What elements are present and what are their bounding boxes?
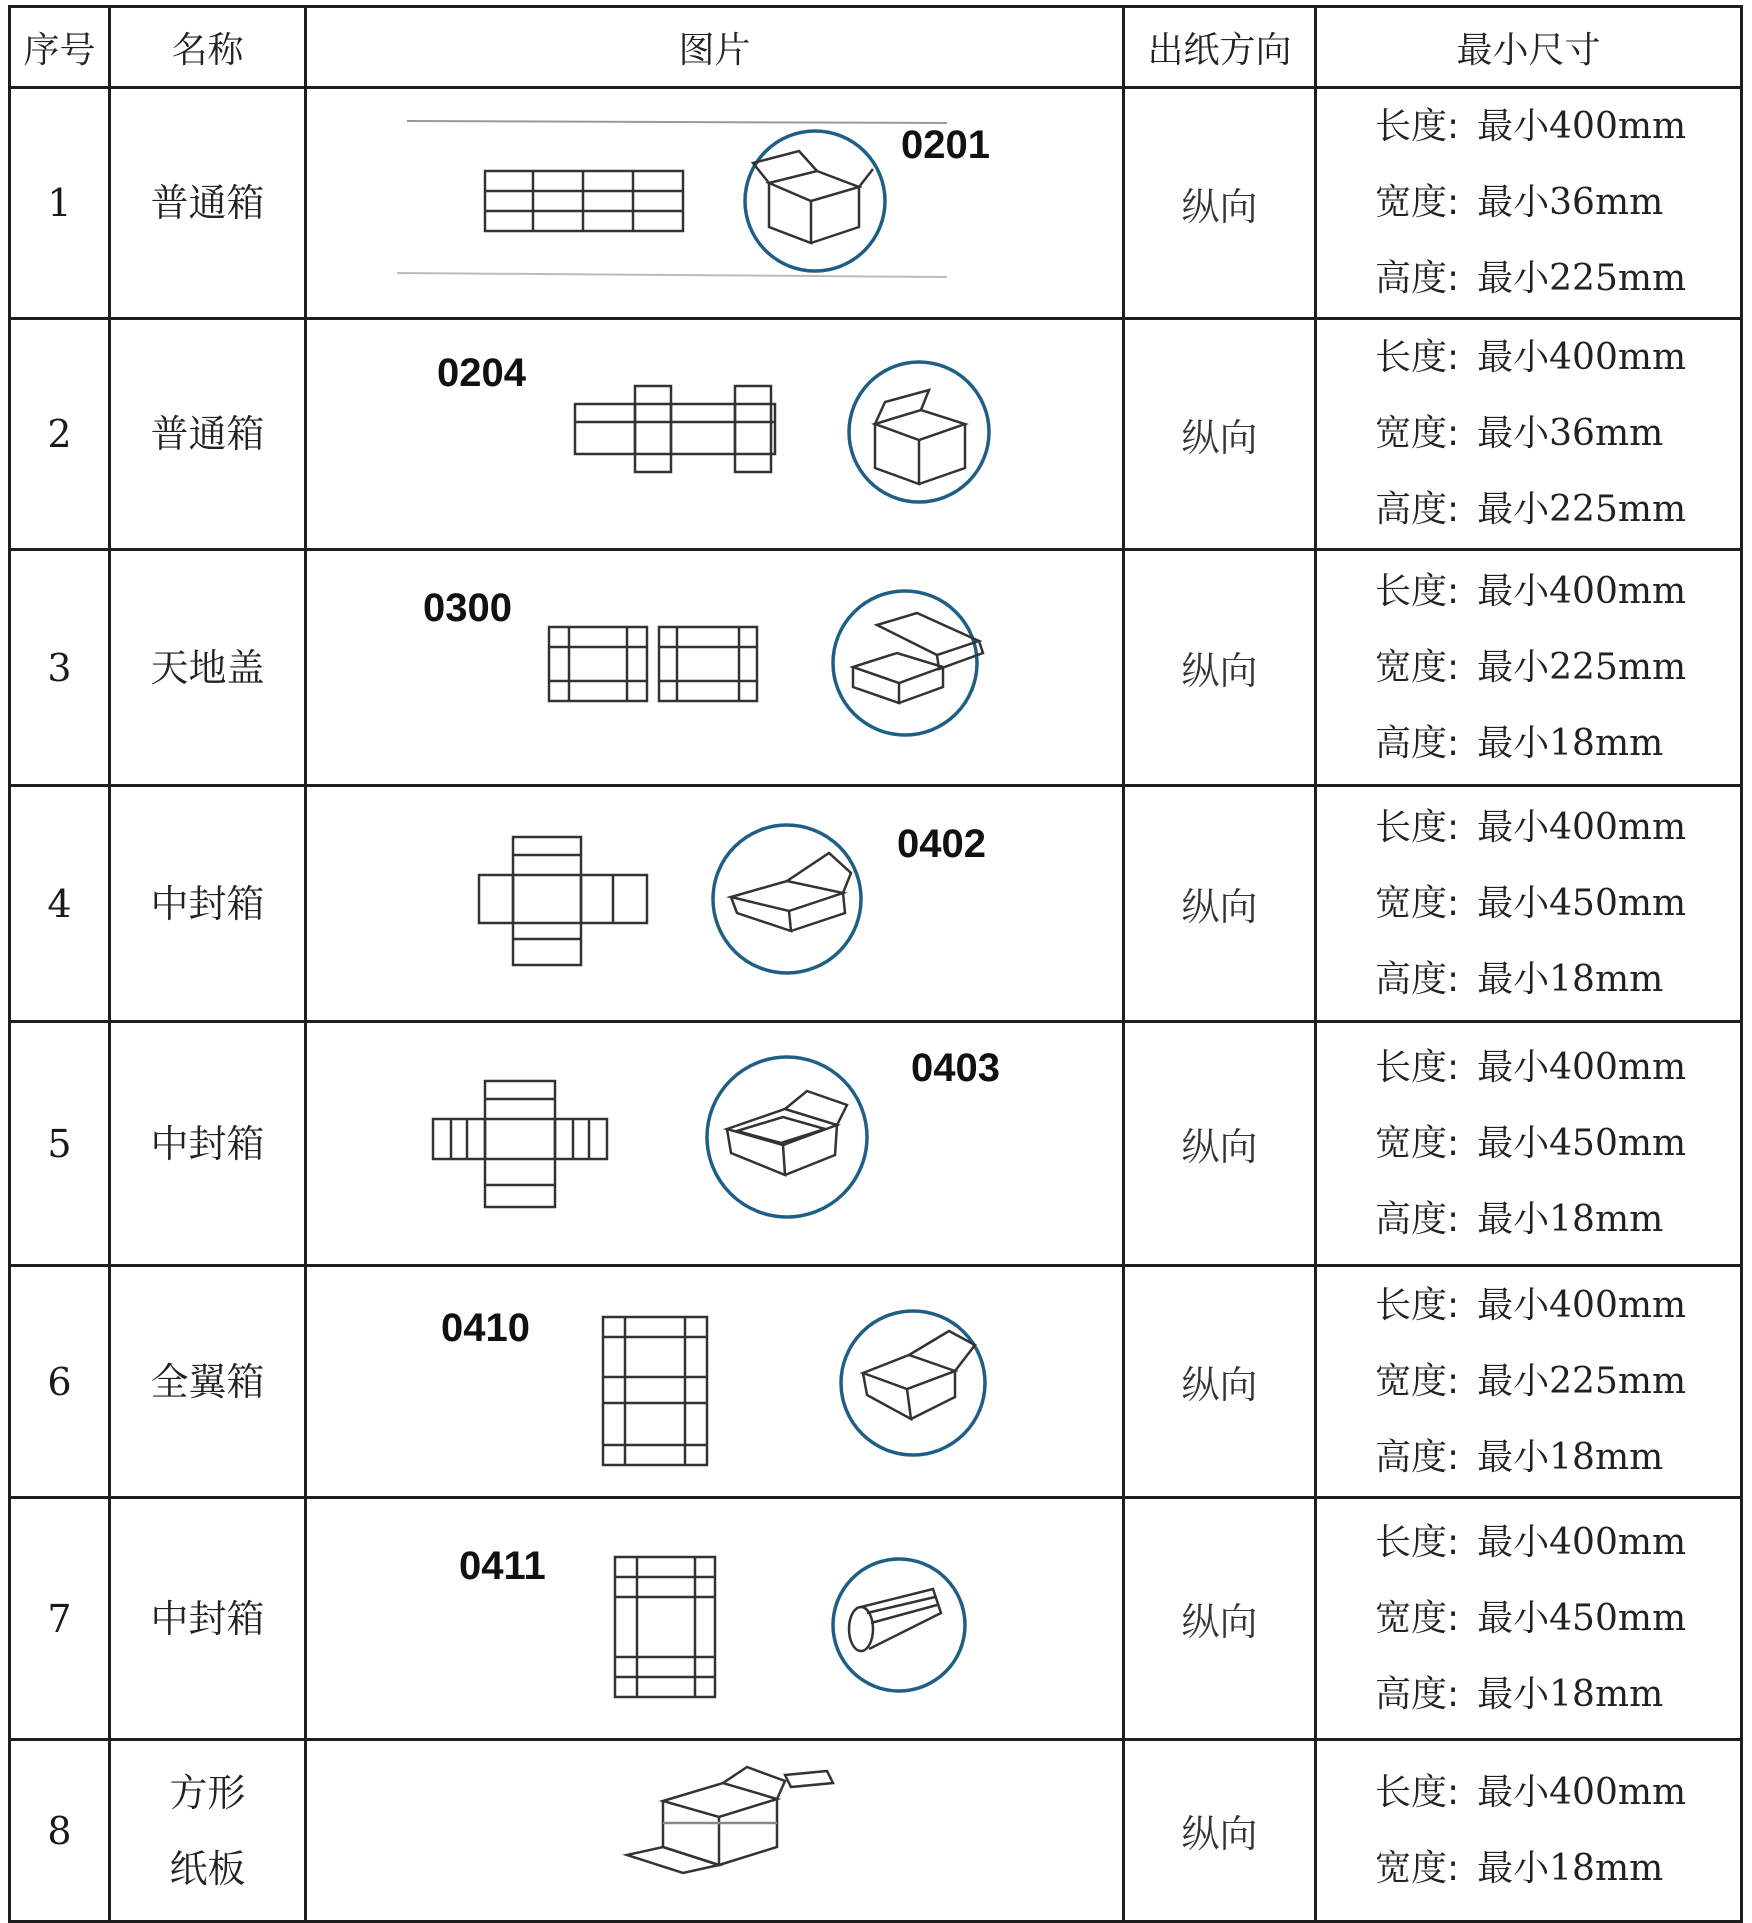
table-row	[10, 88, 1742, 319]
size-label: 长度:	[1375, 1284, 1460, 1326]
size-value: 最小18mm	[1477, 1673, 1664, 1715]
box-name-text: 中封箱	[150, 1121, 265, 1166]
paper-direction: 纵向	[1124, 88, 1316, 319]
box-name-text: 普通箱	[150, 412, 265, 456]
box-picture	[306, 550, 1124, 786]
size-label: 高度:	[1375, 1673, 1460, 1715]
size-value: 最小225mm	[1477, 646, 1687, 688]
paper-direction: 纵向	[1124, 550, 1316, 786]
size-label: 宽度:	[1375, 646, 1460, 688]
header-picture: 图片	[306, 7, 1124, 88]
box-name-text: 中封箱	[150, 1596, 265, 1641]
size-label: 宽度:	[1375, 882, 1460, 924]
size-line	[1375, 1657, 1740, 1733]
box-flat-layout-icon	[575, 386, 775, 472]
header-min-size: 最小尺寸	[1316, 7, 1742, 88]
box-picture	[306, 1498, 1124, 1740]
box-illustration	[307, 553, 1125, 783]
box-name	[110, 786, 306, 1022]
size-value: 最小225mm	[1477, 258, 1687, 299]
box-code: 0403	[911, 1045, 1000, 1090]
size-value: 最小18mm	[1477, 958, 1664, 1000]
box-name	[110, 88, 306, 319]
box-spec-table-container	[8, 5, 1740, 1923]
size-line	[1375, 1581, 1740, 1657]
header-num: 序号	[10, 7, 110, 88]
row-number: 6	[10, 1266, 110, 1498]
size-label: 长度:	[1375, 106, 1460, 147]
size-line	[1375, 472, 1740, 548]
box-picture	[306, 1022, 1124, 1266]
size-line	[1375, 165, 1740, 241]
size-value: 最小36mm	[1477, 413, 1664, 454]
paper-direction: 纵向	[1124, 786, 1316, 1022]
size-label: 高度:	[1375, 722, 1460, 764]
min-size-cell	[1316, 1022, 1742, 1266]
box-name-text: 天地盖	[150, 645, 265, 690]
min-size-cell	[1316, 319, 1742, 550]
size-value: 最小400mm	[1477, 1284, 1687, 1326]
table-row	[10, 1266, 1742, 1498]
min-size-cell	[1316, 88, 1742, 319]
size-label: 长度:	[1375, 1521, 1460, 1563]
box-picture	[306, 786, 1124, 1022]
box-picture	[306, 1266, 1124, 1498]
box-3d-circle-icon	[841, 1311, 985, 1455]
size-line	[1375, 1344, 1740, 1420]
table-row	[10, 1022, 1742, 1266]
box-picture	[306, 1740, 1124, 1922]
box-picture	[306, 319, 1124, 550]
size-label: 高度:	[1375, 1198, 1460, 1240]
table-row	[10, 1498, 1742, 1740]
size-line	[1375, 1755, 1740, 1831]
size-value: 最小400mm	[1477, 570, 1687, 612]
table-row	[10, 550, 1742, 786]
min-size-cell	[1316, 1498, 1742, 1740]
size-line	[1375, 1106, 1740, 1182]
table-row	[10, 1740, 1742, 1922]
size-value: 最小36mm	[1477, 182, 1664, 223]
size-label: 高度:	[1375, 489, 1460, 530]
box-illustration	[307, 1269, 1125, 1495]
box-name	[110, 1266, 306, 1498]
box-name-line: 纸板	[169, 1846, 246, 1891]
size-line	[1375, 1420, 1740, 1496]
size-line	[1375, 1268, 1740, 1344]
size-line	[1375, 706, 1740, 782]
box-illustration	[307, 1501, 1125, 1737]
size-label: 长度:	[1375, 570, 1460, 612]
size-line	[1375, 630, 1740, 706]
box-flat-layout-icon	[615, 1557, 715, 1697]
box-3d-circle-icon	[745, 131, 885, 271]
size-value: 最小18mm	[1477, 1198, 1664, 1240]
box-illustration	[307, 322, 1125, 546]
box-code: 0300	[423, 585, 512, 630]
min-size-cell	[1316, 1740, 1742, 1922]
size-value: 最小400mm	[1477, 106, 1687, 147]
paper-direction: 纵向	[1124, 1266, 1316, 1498]
box-name	[110, 550, 306, 786]
box-picture	[306, 88, 1124, 319]
paper-direction: 纵向	[1124, 319, 1316, 550]
box-illustration	[307, 1025, 1125, 1263]
size-value: 最小400mm	[1477, 1046, 1687, 1088]
box-flat-layout-icon	[549, 627, 757, 701]
size-label: 高度:	[1375, 958, 1460, 1000]
paper-direction: 纵向	[1124, 1498, 1316, 1740]
size-label: 宽度:	[1375, 413, 1460, 454]
size-value: 最小400mm	[1477, 1771, 1687, 1813]
size-label: 宽度:	[1375, 1122, 1460, 1164]
size-value: 最小450mm	[1477, 1597, 1687, 1639]
size-line	[1375, 554, 1740, 630]
box-name	[110, 319, 306, 550]
size-value: 最小225mm	[1477, 489, 1687, 530]
size-label: 宽度:	[1375, 182, 1460, 223]
row-number: 8	[10, 1740, 110, 1922]
size-label: 宽度:	[1375, 1360, 1460, 1402]
box-code: 0201	[901, 123, 990, 167]
box-name	[110, 1022, 306, 1266]
box-3d-circle-icon	[833, 591, 983, 735]
row-number: 4	[10, 786, 110, 1022]
size-value: 最小450mm	[1477, 882, 1687, 924]
size-label: 长度:	[1375, 806, 1460, 848]
size-value: 最小400mm	[1477, 1521, 1687, 1563]
size-line	[1375, 790, 1740, 866]
box-name-line: 方形	[169, 1770, 246, 1815]
size-label: 高度:	[1375, 258, 1460, 299]
box-flat-layout-icon	[433, 1081, 607, 1207]
size-label: 长度:	[1375, 1046, 1460, 1088]
box-name-text: 全翼箱	[150, 1359, 265, 1404]
box-illustration	[307, 1743, 1125, 1919]
header-direction: 出纸方向	[1124, 7, 1316, 88]
row-number: 7	[10, 1498, 110, 1740]
size-value: 最小400mm	[1477, 806, 1687, 848]
size-value: 最小18mm	[1477, 1847, 1664, 1889]
box-code: 0204	[437, 351, 526, 395]
size-label: 宽度:	[1375, 1597, 1460, 1639]
box-3d-circle-icon	[833, 1559, 965, 1691]
min-size-cell	[1316, 1266, 1742, 1498]
box-name-text: 中封箱	[150, 881, 265, 926]
size-line	[1375, 241, 1740, 317]
min-size-cell	[1316, 786, 1742, 1022]
box-name-text: 普通箱	[150, 181, 265, 225]
size-line	[1375, 1030, 1740, 1106]
header-row	[10, 7, 1742, 88]
size-value: 最小18mm	[1477, 1436, 1664, 1478]
header-name: 名称	[110, 7, 306, 88]
size-label: 高度:	[1375, 1436, 1460, 1478]
table-row	[10, 786, 1742, 1022]
size-value: 最小18mm	[1477, 722, 1664, 764]
size-line	[1375, 89, 1740, 165]
size-value: 最小225mm	[1477, 1360, 1687, 1402]
box-name	[110, 1498, 306, 1740]
row-number: 5	[10, 1022, 110, 1266]
box-flat-layout-icon	[479, 837, 647, 965]
box-3d-circle-icon	[713, 825, 861, 973]
size-line	[1375, 396, 1740, 472]
size-line	[1375, 1182, 1740, 1258]
size-value: 最小450mm	[1477, 1122, 1687, 1164]
size-line	[1375, 1831, 1740, 1907]
size-line	[1375, 866, 1740, 942]
table-row	[10, 319, 1742, 550]
box-code: 0411	[459, 1543, 546, 1588]
row-number: 2	[10, 319, 110, 550]
box-spec-table	[8, 5, 1743, 1923]
row-number: 3	[10, 550, 110, 786]
box-flat-layout-icon	[485, 171, 683, 231]
box-code: 0402	[897, 821, 986, 866]
size-label: 宽度:	[1375, 1847, 1460, 1889]
box-flat-layout-icon	[603, 1317, 707, 1465]
box-3d-circle-icon	[849, 362, 989, 502]
size-line	[1375, 320, 1740, 396]
row-number: 1	[10, 88, 110, 319]
min-size-cell	[1316, 550, 1742, 786]
box-3d-circle-icon	[707, 1057, 867, 1217]
paper-direction: 纵向	[1124, 1022, 1316, 1266]
box-illustration	[307, 789, 1125, 1019]
box-code: 0410	[441, 1305, 530, 1350]
box-name	[110, 1740, 306, 1922]
paper-direction: 纵向	[1124, 1740, 1316, 1922]
size-line	[1375, 1505, 1740, 1581]
box-illustration	[307, 91, 1125, 315]
size-value: 最小400mm	[1477, 337, 1687, 378]
size-line	[1375, 942, 1740, 1018]
flat-board-box-icon	[627, 1767, 833, 1873]
size-label: 长度:	[1375, 1771, 1460, 1813]
size-label: 长度:	[1375, 337, 1460, 378]
